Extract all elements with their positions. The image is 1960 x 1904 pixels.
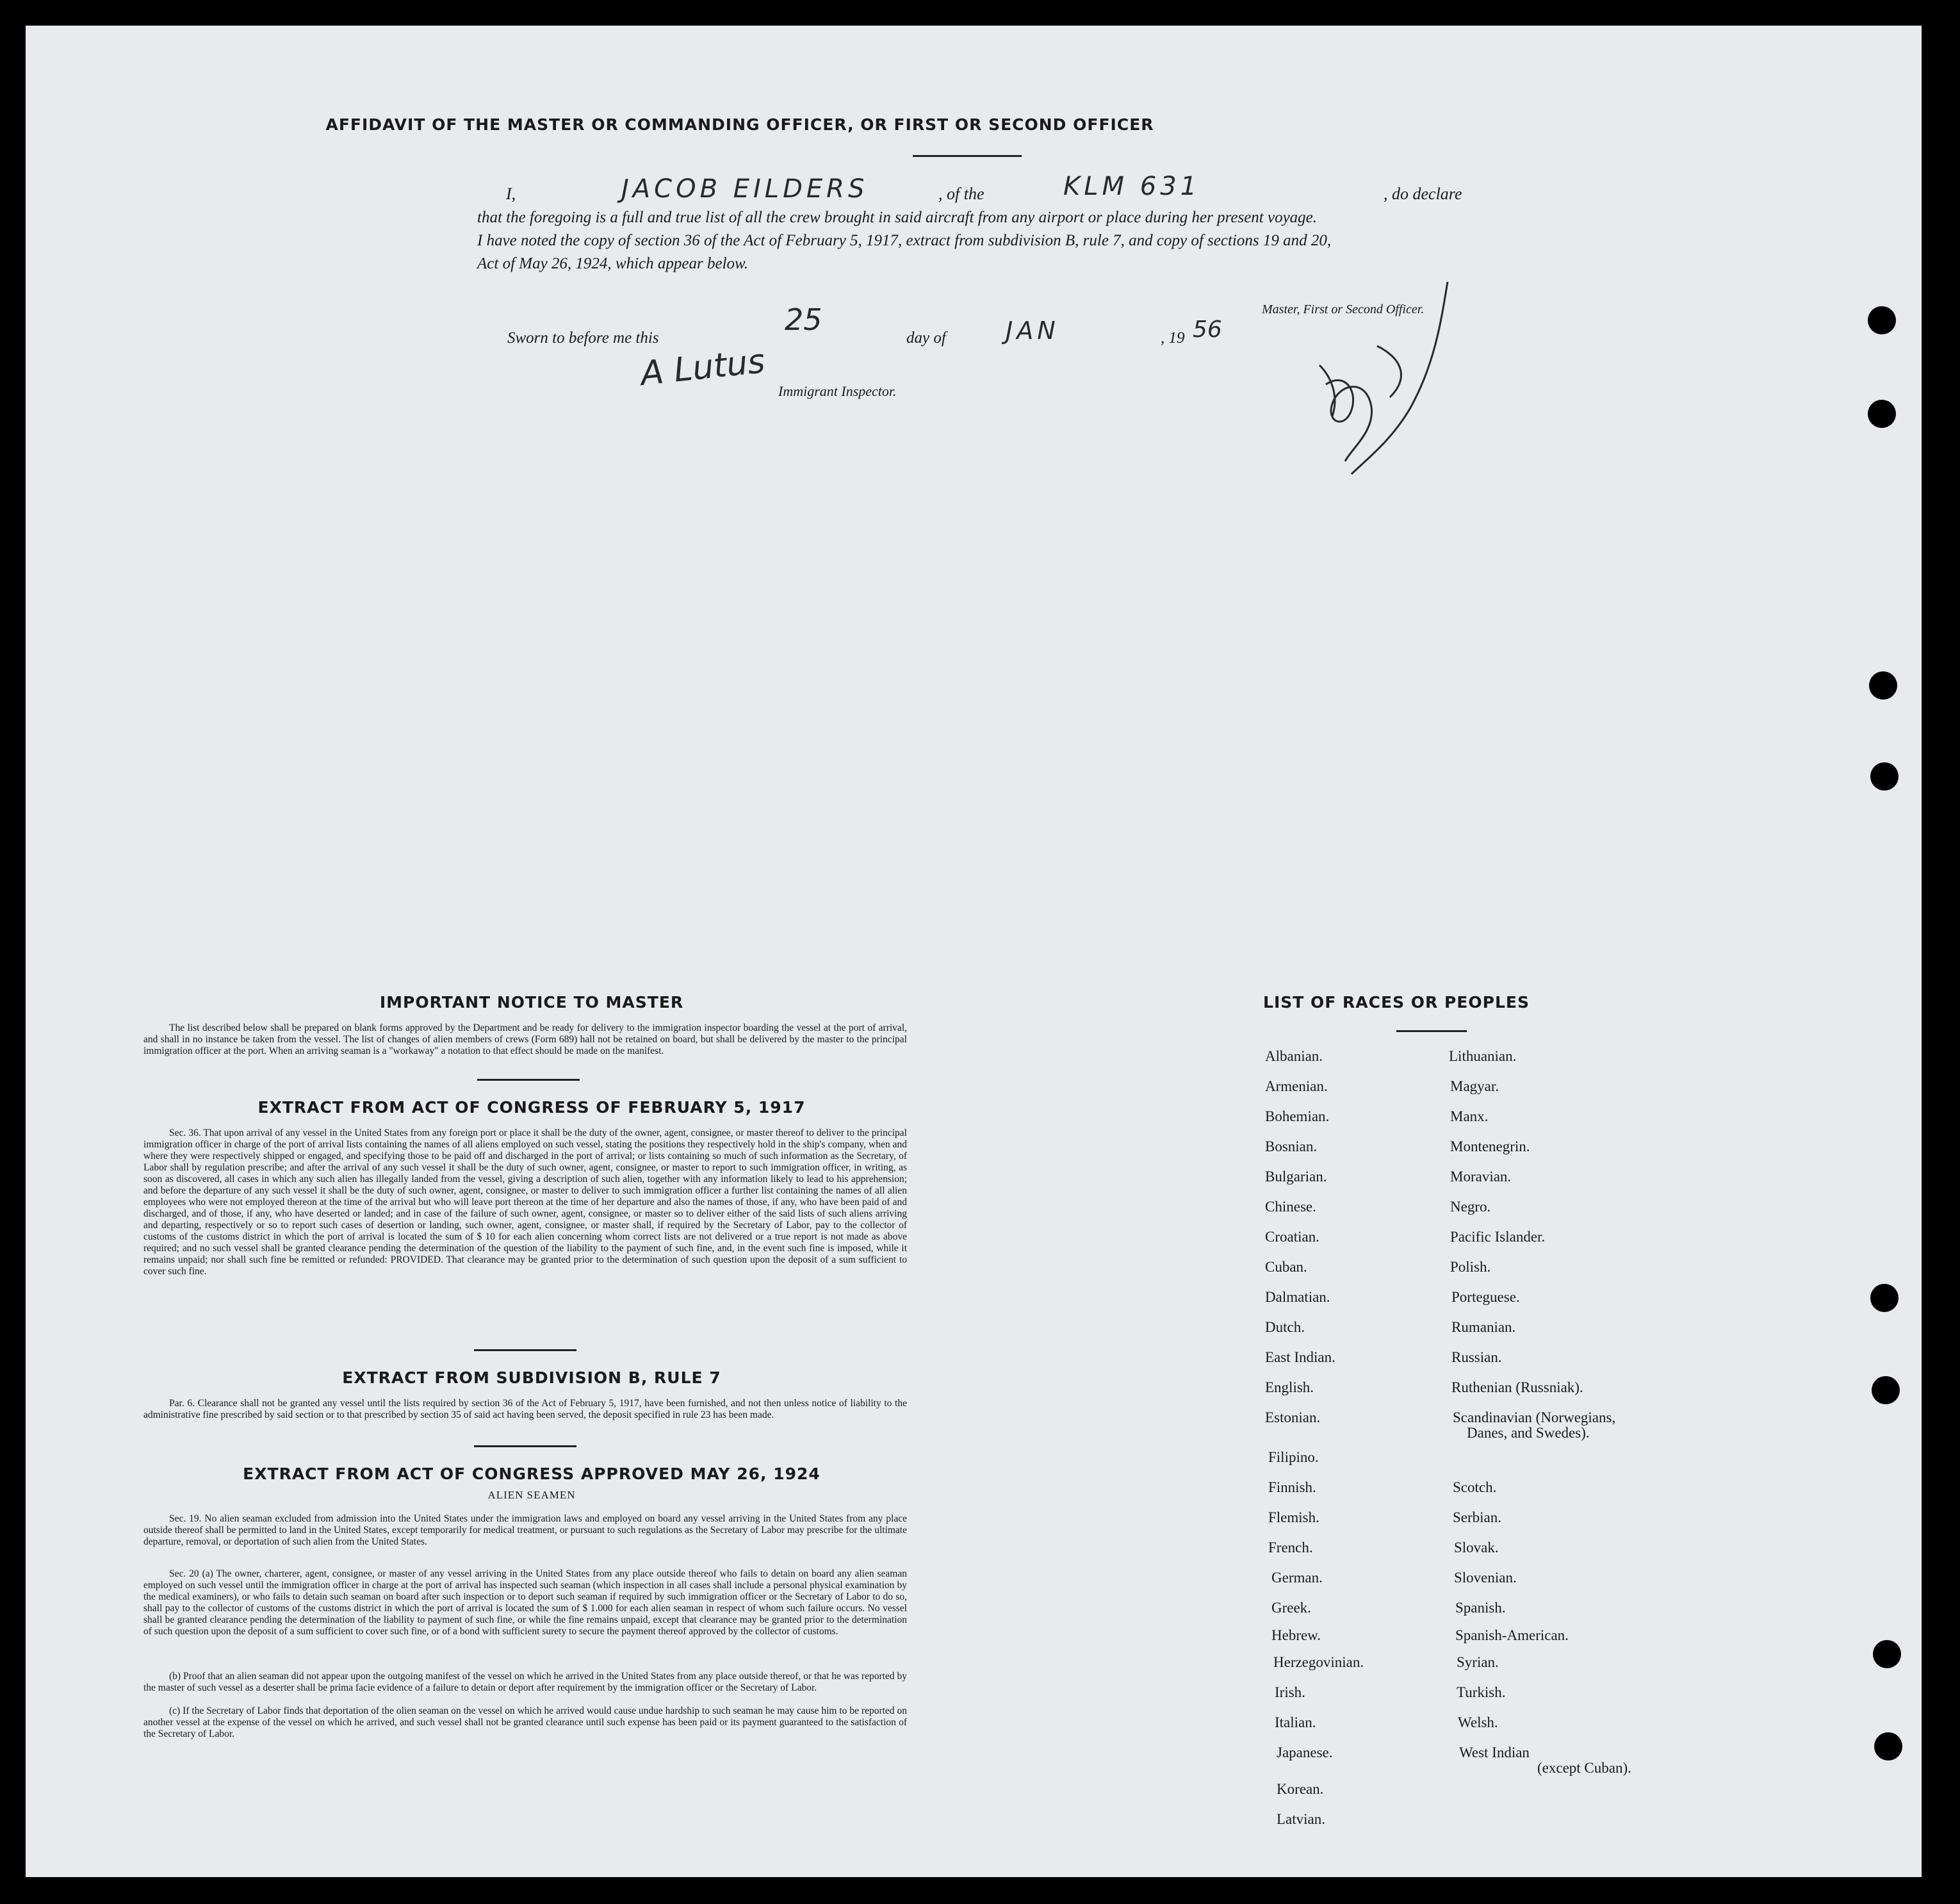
sec-20c-text: (c) If the Secretary of Labor finds that deportation of the olien seaman on the vessel on which he arrived would cause undue hardship to such seaman he may cause him to be reported on another vessel at the expense of the vessel on which he arrived, and such vessel shall not be granted clearance until such expense has been paid or its payment guaranteed to the satisfaction of the Secretary of Labor. bbox=[143, 1705, 907, 1739]
race-item: Syrian. bbox=[1457, 1654, 1499, 1670]
race-item: Latvian. bbox=[1277, 1811, 1325, 1827]
subdivision-body: Par. 6. Clearance shall not be granted any vessel until the lists required by section 36 of the Act of February 5, 1917, have been furnished, and not then unless notice of liability to the administrative fine prescribed by said section or to that prescribed by section 35 of said act having been served, the deposit specified in rule 23 has been made. bbox=[143, 1398, 907, 1420]
race-item: Irish. bbox=[1275, 1684, 1305, 1700]
document-page bbox=[26, 26, 1922, 1877]
race-item: English. bbox=[1265, 1379, 1314, 1395]
race-item: Lithuanian. bbox=[1449, 1048, 1517, 1064]
alien-seamen-subtitle: ALIEN SEAMEN bbox=[487, 1489, 576, 1501]
race-item: Greek. bbox=[1271, 1600, 1311, 1616]
race-item: Spanish. bbox=[1455, 1600, 1506, 1616]
race-item: Ruthenian (Russniak). bbox=[1451, 1379, 1583, 1395]
sec-19-text: Sec. 19. No alien seaman excluded from admission into the United States under the immigration laws and employed on board any vessel arriving in the United States from any place outside thereof shall be permitted to land in the United States, except temporarily for medical treatment, or pursuant to such regulations as the Secretary of Labor may prescribe for the ultimate departure, removal, or deportation of such alien from the United States. bbox=[143, 1513, 907, 1547]
notice-rule bbox=[477, 1079, 580, 1081]
race-item: Herzegovinian. bbox=[1273, 1654, 1364, 1670]
race-item: Cuban. bbox=[1265, 1259, 1307, 1275]
race-item: Polish. bbox=[1450, 1259, 1491, 1275]
day-of-label: day of bbox=[906, 329, 946, 347]
race-item: Danes, and Swedes). bbox=[1467, 1425, 1590, 1441]
race-item: Albanian. bbox=[1265, 1048, 1323, 1064]
race-item: Finnish. bbox=[1268, 1479, 1316, 1495]
race-item: Dutch. bbox=[1265, 1319, 1305, 1335]
race-item: Bohemian. bbox=[1265, 1108, 1330, 1124]
race-item: Filipino. bbox=[1268, 1449, 1319, 1465]
aircraft-handwritten: KLM 631 bbox=[1063, 172, 1201, 201]
race-item: Bulgarian. bbox=[1265, 1169, 1327, 1185]
race-item: Slovak. bbox=[1454, 1539, 1499, 1555]
of-the-label: , of the bbox=[938, 185, 984, 203]
race-item: Negro. bbox=[1450, 1199, 1491, 1215]
affidavit-line-3: Act of May 26, 1924, which appear below. bbox=[477, 255, 749, 272]
affidavit-line-2: I have noted the copy of section 36 of the Act of February 5, 1917, extract from subdivision B, rule 7, and copy of sections 19 and 20, bbox=[477, 232, 1332, 249]
month-handwritten: JAN bbox=[1006, 316, 1059, 345]
race-item: French. bbox=[1268, 1539, 1313, 1555]
race-item: Moravian. bbox=[1450, 1169, 1512, 1185]
punch-hole bbox=[1870, 762, 1899, 791]
sec-20b-text: (b) Proof that an alien seaman did not appear upon the outgoing manifest of the vessel on which he arrived in the United States from any place outside thereof, or that he was reported by the master of such vessel as a deserter shall be prima facie evidence of a failure to detain or deport after requirement by the immigration officer or the Secretary of Labor. bbox=[143, 1671, 907, 1693]
master-officer-label: Master, First or Second Officer. bbox=[1262, 302, 1425, 316]
race-item: Italian. bbox=[1275, 1714, 1316, 1730]
race-item: Pacific Islander. bbox=[1450, 1229, 1546, 1245]
race-item: Chinese. bbox=[1265, 1199, 1316, 1215]
do-declare-label: , do declare bbox=[1384, 185, 1462, 203]
race-item: Armenian. bbox=[1265, 1078, 1328, 1094]
affidavit-line-1: that the foregoing is a full and true list of all the crew brought in said aircraft from any airport or place during her present voyage. bbox=[477, 209, 1318, 226]
race-item: Spanish-American. bbox=[1455, 1627, 1569, 1643]
punch-hole bbox=[1873, 1640, 1901, 1668]
race-item: Scotch. bbox=[1453, 1479, 1497, 1495]
race-item: Bosnian. bbox=[1265, 1138, 1318, 1154]
punch-hole bbox=[1874, 1732, 1902, 1760]
sworn-label: Sworn to before me this bbox=[507, 329, 659, 347]
race-item: Magyar. bbox=[1450, 1078, 1499, 1094]
extract-1924-title: EXTRACT FROM ACT OF CONGRESS APPROVED MAY 26, 1924 bbox=[243, 1465, 821, 1483]
race-item: German. bbox=[1271, 1570, 1323, 1586]
races-rule bbox=[1396, 1030, 1467, 1032]
punch-hole bbox=[1870, 1284, 1899, 1312]
race-item: Rumanian. bbox=[1451, 1319, 1516, 1335]
race-item: Welsh. bbox=[1458, 1714, 1498, 1730]
race-item: Croatian. bbox=[1265, 1229, 1319, 1245]
affidavit-title: AFFIDAVIT OF THE MASTER OR COMMANDING OFFICER, OR FIRST OR SECOND OFFICER bbox=[325, 115, 1154, 134]
punch-hole bbox=[1869, 671, 1897, 700]
subdivision-rule bbox=[474, 1445, 576, 1447]
master-name-handwritten: JACOB EILDERS bbox=[621, 174, 869, 204]
race-item: Estonian. bbox=[1265, 1409, 1321, 1425]
race-item: (except Cuban). bbox=[1537, 1760, 1631, 1776]
punch-hole bbox=[1868, 306, 1896, 334]
day-handwritten: 25 bbox=[785, 302, 822, 337]
punch-hole bbox=[1872, 1376, 1900, 1404]
race-item: Japanese. bbox=[1277, 1744, 1333, 1760]
sec-20a-text: Sec. 20 (a) The owner, charterer, agent, consignee, or master of any vessel arriving in the United States from any place outside thereof who fails to detain on board any alien seaman employed on such vessel until the immigration officer in charge at the port of arrival has inspected such seaman (which inspection in all cases shall include a personal physical examination by the medical examiners), or who fails to detain such seaman on board after such inspection or to deport such seaman if required by such immigration officer or the Secretary of Labor to do so, shall pay to the collector of customs of the customs district in which the port of arrival is located the sum of $ 1.000 for each alien seaman in respect of whom such failure occurs. No vessel shall be granted clearance pending the determination of the liability to payment of such fine, or while the fine remains unpaid, except that clearance may be granted prior to the determination of such question upon the deposit of a sum sufficient to cover such fine, or of a bond with sufficient surety to secure the payment thereof approved by the collector of customs. bbox=[143, 1568, 907, 1637]
inspector-label: Immigrant Inspector. bbox=[778, 383, 897, 399]
race-item: Flemish. bbox=[1268, 1509, 1319, 1525]
race-item: Turkish. bbox=[1457, 1684, 1506, 1700]
extract-1917-body: Sec. 36. That upon arrival of any vessel in the United States from any foreign port or place it shall be the duty of the owner, agent, consignee, or master thereof to deliver to the principal immigration officer in charge of the port of arrival lists containing the names of all aliens employed on such vessel, stating the positions they respectively hold in the ship's company, when and where they were respectively shipped or engaged, and specifying those to be paid off and discharged in the port of arrival; or lists containing so much of such information as the Secretary, of Labor shall by regulation prescribe; and after the arrival of any such vessel it shall be the duty of such owner, agent, consignee, or master to report to such immigration officer, in writing, as soon as discovered, all cases in which any such alien has illegally landed from the vessel, giving a description of such alien, together with any information likely to lead to his apprehension; and before the departure of any such vessel it shall be the duty of such owner, agent, consignee, or master to deliver to such immigration officer a further list containing the names of all alien employees who were not employed thereon at the time of the arrival but who will leave port thereon at the time of her departure and also the names of those, if any, who have been paid of and discharged, and of those, if any, who have deserted or landed; and in case of the failure of such owner, agent, consignee, or master so to deliver either of the said lists of such aliens arriving and departing, respectively or so to report such cases of desertion or landing, such owner, agent, consignee, or master shall, if required by the Secretary of Labor, pay to the collector of customs of the customs district in which the port of arrival is located the sum of $ 10 for each alien concerning whom correct lists are not delivered or a true report is not made as above required; and no such vessel shall be granted clearance pending the determination of the question of the liability to the payment of such fine, and, in the event such fine is imposed, while it remains unpaid; nor shall such fine be remitted or refunded: PROVIDED. That clearance may be granted prior to the determination of such question upon the deposit of a sum sufficient to cover such fine. bbox=[143, 1128, 907, 1277]
race-item: East Indian. bbox=[1265, 1349, 1335, 1365]
race-item: Russian. bbox=[1451, 1349, 1502, 1365]
race-item: Dalmatian. bbox=[1265, 1289, 1330, 1305]
race-item: West Indian bbox=[1459, 1744, 1530, 1760]
race-item: Montenegrin. bbox=[1450, 1138, 1530, 1154]
race-item: Slovenian. bbox=[1454, 1570, 1517, 1586]
races-title: LIST OF RACES OR PEOPLES bbox=[1263, 993, 1530, 1012]
year-prefix: , 19 bbox=[1161, 329, 1185, 347]
punch-hole bbox=[1868, 400, 1896, 428]
extract-1917-title: EXTRACT FROM ACT OF CONGRESS OF FEBRUARY 5, 1917 bbox=[257, 1098, 806, 1117]
year-handwritten: 56 bbox=[1193, 316, 1222, 343]
extract-1917-rule bbox=[474, 1349, 576, 1351]
race-item: Scandinavian (Norwegians, bbox=[1453, 1409, 1616, 1425]
race-item: Serbian. bbox=[1453, 1509, 1502, 1525]
i-label: I, bbox=[506, 185, 516, 203]
race-item: Manx. bbox=[1450, 1108, 1489, 1124]
race-item: Korean. bbox=[1277, 1781, 1324, 1797]
notice-body: The list described below shall be prepared on blank forms approved by the Department and be ready for delivery to the immigration inspector boarding the vessel at the port of arrival, and shall in no instance be taken from the vessel. The list of changes of alien members of crews (Form 689) hall not be retained on board, but shall be delivered by the master to the principal immigration officer at the port. When an arriving seaman is a "workaway" a notation to that effect should be made on the manifest. bbox=[143, 1022, 907, 1056]
race-item: Porteguese. bbox=[1451, 1289, 1520, 1305]
inspector-signature: A Lutus bbox=[639, 342, 767, 393]
master-signature bbox=[1281, 269, 1486, 487]
notice-title: IMPORTANT NOTICE TO MASTER bbox=[379, 993, 684, 1012]
title-rule bbox=[913, 155, 1022, 157]
subdivision-title: EXTRACT FROM SUBDIVISION B, RULE 7 bbox=[342, 1368, 721, 1387]
race-item: Hebrew. bbox=[1271, 1627, 1321, 1643]
